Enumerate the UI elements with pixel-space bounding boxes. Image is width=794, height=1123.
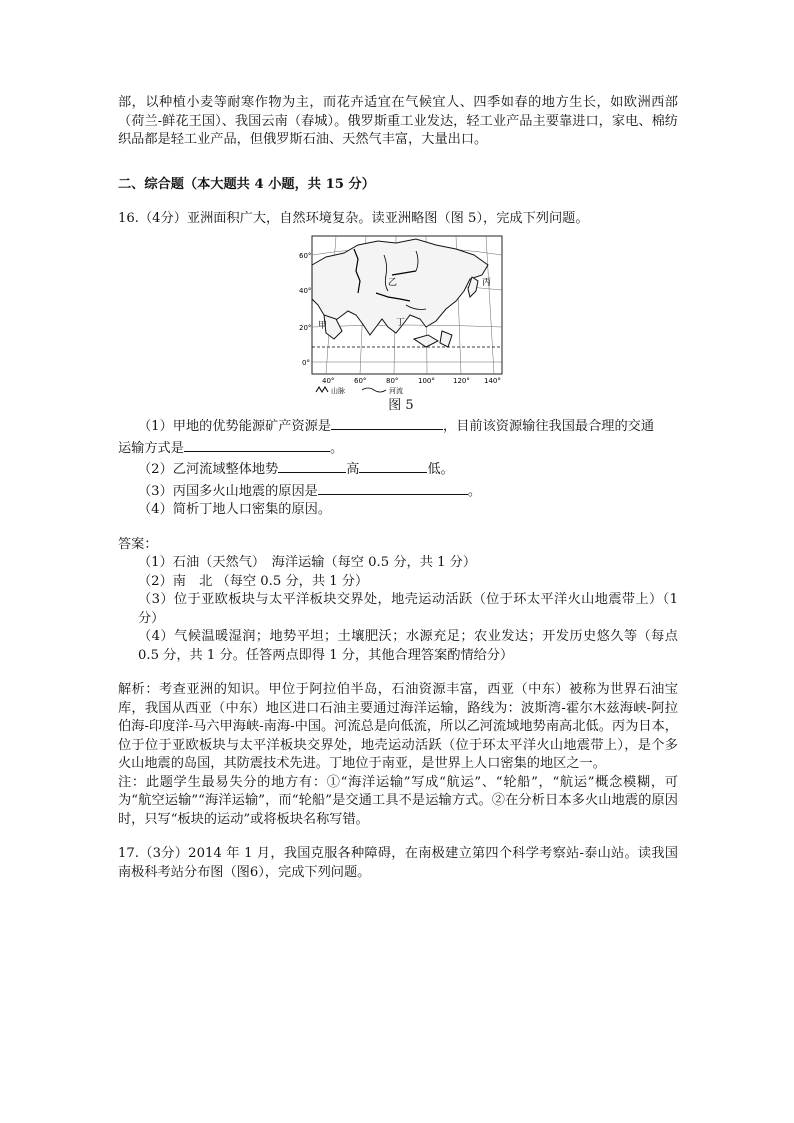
q17-stem: 17.（3分）2014 年 1 月，我国克服各种障碍，在南极建立第四个科学考察站-泰山站。读我国南极科考站分布图（图6），完成下列问题。 [118, 846, 678, 880]
lat-label: 0° [302, 358, 310, 367]
q16-part4: （4）简析丁地人口密集的原因。 [138, 502, 332, 517]
lon-label: 40° [322, 376, 335, 385]
answer-3: （3）位于亚欧板块与太平洋板块交界处，地壳运动活跃（位于环太平洋火山地震带上）（1 分） [138, 592, 678, 626]
asia-map-figure [296, 235, 506, 416]
lat-label: 40° [299, 286, 312, 295]
intro-paragraph: 部，以种植小麦等耐寒作物为主，而花卉适宜在气候宜人、四季如春的地方生长，如欧洲西部（荷兰-鲜花王国）、我国云南（春城）。俄罗斯重工业发达，轻工业产品主要靠进口，家电、棉纺织品都是轻工业产品，但俄罗斯石油、天然气丰富，大量出口。 [118, 95, 678, 147]
lon-label: 140° [484, 376, 501, 385]
answer-4: （4）气候温暖湿润；地势平坦；土壤肥沃；水源充足；农业发达；开发历史悠久等（每点 0.5 分，共 1 分。任答两点即得 1 分，其他合理答案酌情给分） [138, 629, 678, 663]
section-title: 二、综合题（本大题共 4 小题，共 15 分） [118, 176, 375, 192]
note-paragraph: 注：此题学生最易失分的地方有：①“海洋运输”写成“航运”、“轮船”，“航运”概念模糊，可为“航空运输”“海洋运输”，而“轮船”是交通工具不是运输方式。②在分析日本多火山地震的原因时，只写“板块的运动”或将板块名称写错。 [118, 774, 678, 827]
legend-river-label: 河流 [389, 386, 403, 395]
lon-label: 120° [453, 376, 470, 385]
document-page [118, 94, 678, 882]
answer-2: （2）南 北 （每空 0.5 分，共 1 分） [138, 573, 369, 589]
answer-label: 答案： [118, 536, 158, 552]
lon-label: 80° [386, 376, 399, 385]
q16-stem: 16.（4分）亚洲面积广大，自然环境复杂。读亚洲略图（图 5），完成下列问题。 [118, 211, 589, 226]
asia-map [296, 235, 506, 395]
q16-part3: （3）丙国多火山地震的原因是 。 [118, 480, 678, 502]
answer-1: （1）石油（天然气） 海洋运输（每空 0.5 分，共 1 分） [138, 555, 477, 570]
analysis-paragraph: 解析：考查亚洲的知识。甲位于阿拉伯半岛，石油资源丰富，西亚（中东）被称为世界石油宝库，我国从西亚（中东）地区进口石油主要通过海洋运输，路线为：波斯湾-霍尔木兹海峡-阿拉伯海-印度洋-马六甲海峡-南海-中国。河流总是向低流，所以乙河流域地势南高北低。丙为日本，位于位于亚欧板块与太平洋板块交界处，地壳运动活跃（位于环太平洋火山地震带上），是个多火山地震的岛国，其防震技术先进。丁地位于南亚，是世界上人口密集的地区之一。 [118, 682, 678, 771]
q16-part1-cont: 运输方式是 。 [118, 437, 678, 459]
lon-label: 60° [354, 376, 367, 385]
region-label-bing: 丙 [482, 277, 492, 288]
q16-part1: （1）甲地的优势能源矿产资源是 ，目前该资源输往我国最合理的交通 [118, 415, 678, 437]
region-label-ding: 丁 [396, 317, 406, 328]
lat-label: 20° [299, 323, 312, 332]
mountain-legend-icon [316, 387, 328, 392]
region-label-jia: 甲 [318, 320, 328, 331]
legend-mountain-label: 山脉 [331, 386, 345, 395]
q16-part2: （2）乙河流域整体地势 高 低。 [118, 458, 678, 480]
figure-caption: 图 5 [388, 397, 414, 413]
lat-label: 60° [299, 251, 312, 260]
lon-label: 100° [418, 376, 435, 385]
region-label-yi: 乙 [388, 277, 398, 288]
river-legend-icon [362, 388, 386, 392]
